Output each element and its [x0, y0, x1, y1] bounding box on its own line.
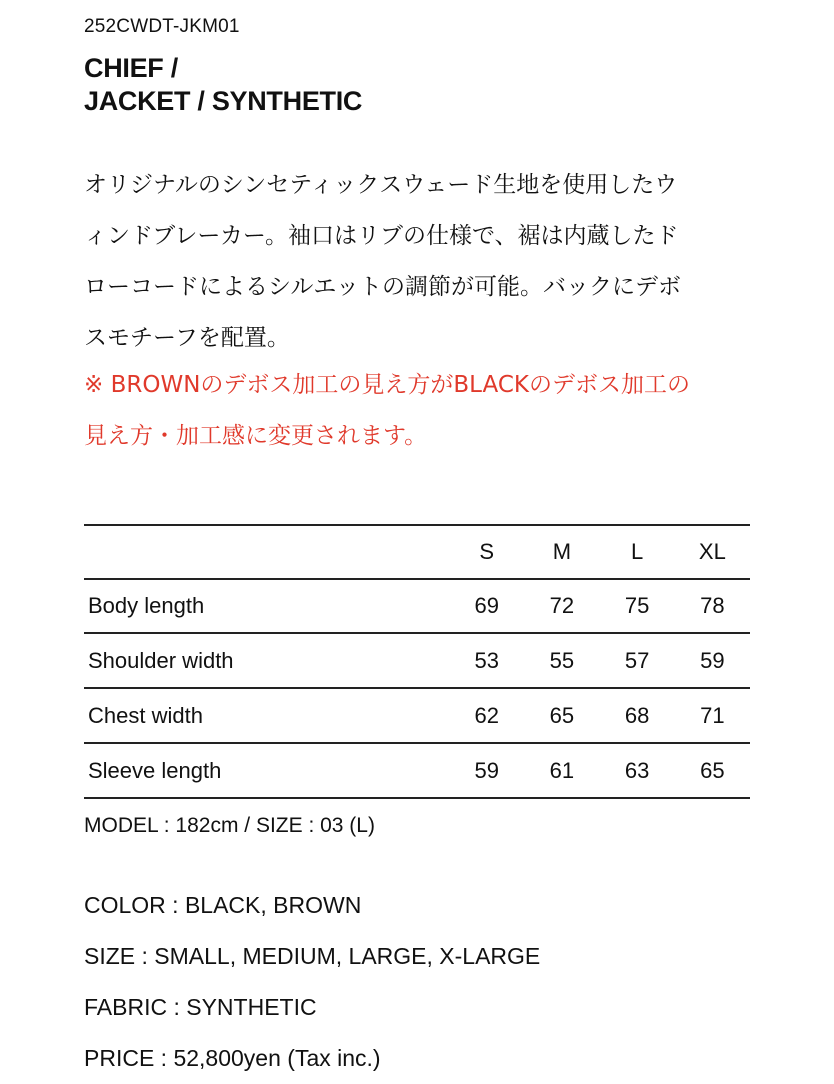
- product-title: [84, 52, 362, 118]
- model-info: MODEL : 182cm / SIZE : 03 (L): [84, 814, 375, 837]
- measurement-value: 75: [600, 579, 675, 633]
- measurement-label: Chest width: [84, 688, 449, 743]
- size-chart-corner-cell: [84, 525, 449, 579]
- table-row: [84, 579, 750, 633]
- product-title-line-2: JACKET / SYNTHETIC: [84, 86, 363, 116]
- measurement-value: 62: [449, 688, 524, 743]
- measurement-value: 72: [524, 579, 599, 633]
- note-line: 見え方・加工感に変更されます。: [84, 423, 428, 449]
- spec-price: PRICE : 52,800yen (Tax inc.): [84, 1045, 381, 1071]
- description-line: ローコードによるシルエットの調節が可能。バックにデボ: [84, 274, 681, 300]
- table-row: [84, 688, 750, 743]
- table-row: [84, 633, 750, 688]
- product-code: 252CWDT-JKM01: [84, 16, 240, 37]
- spec-fabric: FABRIC : SYNTHETIC: [84, 994, 317, 1020]
- measurement-value: 55: [524, 633, 599, 688]
- measurement-value: 71: [675, 688, 750, 743]
- size-column-header: L: [600, 525, 675, 579]
- measurement-value: 59: [449, 743, 524, 798]
- measurement-value: 57: [600, 633, 675, 688]
- measurement-value: 68: [600, 688, 675, 743]
- note-line: ※ BROWNのデボス加工の見え方がBLACKのデボス加工の: [84, 372, 690, 398]
- color-note: [84, 360, 750, 462]
- measurement-value: 65: [524, 688, 599, 743]
- size-column-header: XL: [675, 525, 750, 579]
- measurement-value: 65: [675, 743, 750, 798]
- measurement-label: Sleeve length: [84, 743, 449, 798]
- measurement-label: Shoulder width: [84, 633, 449, 688]
- spec-color: COLOR : BLACK, BROWN: [84, 892, 362, 918]
- description-line: スモチーフを配置。: [84, 325, 290, 351]
- product-title-line-1: CHIEF /: [84, 53, 178, 83]
- size-column-header: M: [524, 525, 599, 579]
- measurement-value: 78: [675, 579, 750, 633]
- measurement-value: 69: [449, 579, 524, 633]
- measurement-label: Body length: [84, 579, 449, 633]
- description-line: ィンドブレーカー。袖口はリブの仕様で、裾は内蔵したド: [84, 223, 679, 249]
- measurement-value: 61: [524, 743, 599, 798]
- spec-size: SIZE : SMALL, MEDIUM, LARGE, X-LARGE: [84, 943, 541, 969]
- size-column-header: S: [449, 525, 524, 579]
- measurement-value: 63: [600, 743, 675, 798]
- size-chart-header-row: [84, 525, 750, 579]
- product-specs: [84, 880, 540, 1084]
- table-row: [84, 743, 750, 798]
- size-chart-table: [84, 524, 750, 799]
- measurement-value: 53: [449, 633, 524, 688]
- measurement-value: 59: [675, 633, 750, 688]
- product-description: [84, 160, 750, 364]
- description-line: オリジナルのシンセティックスウェード生地を使用したウ: [84, 172, 678, 198]
